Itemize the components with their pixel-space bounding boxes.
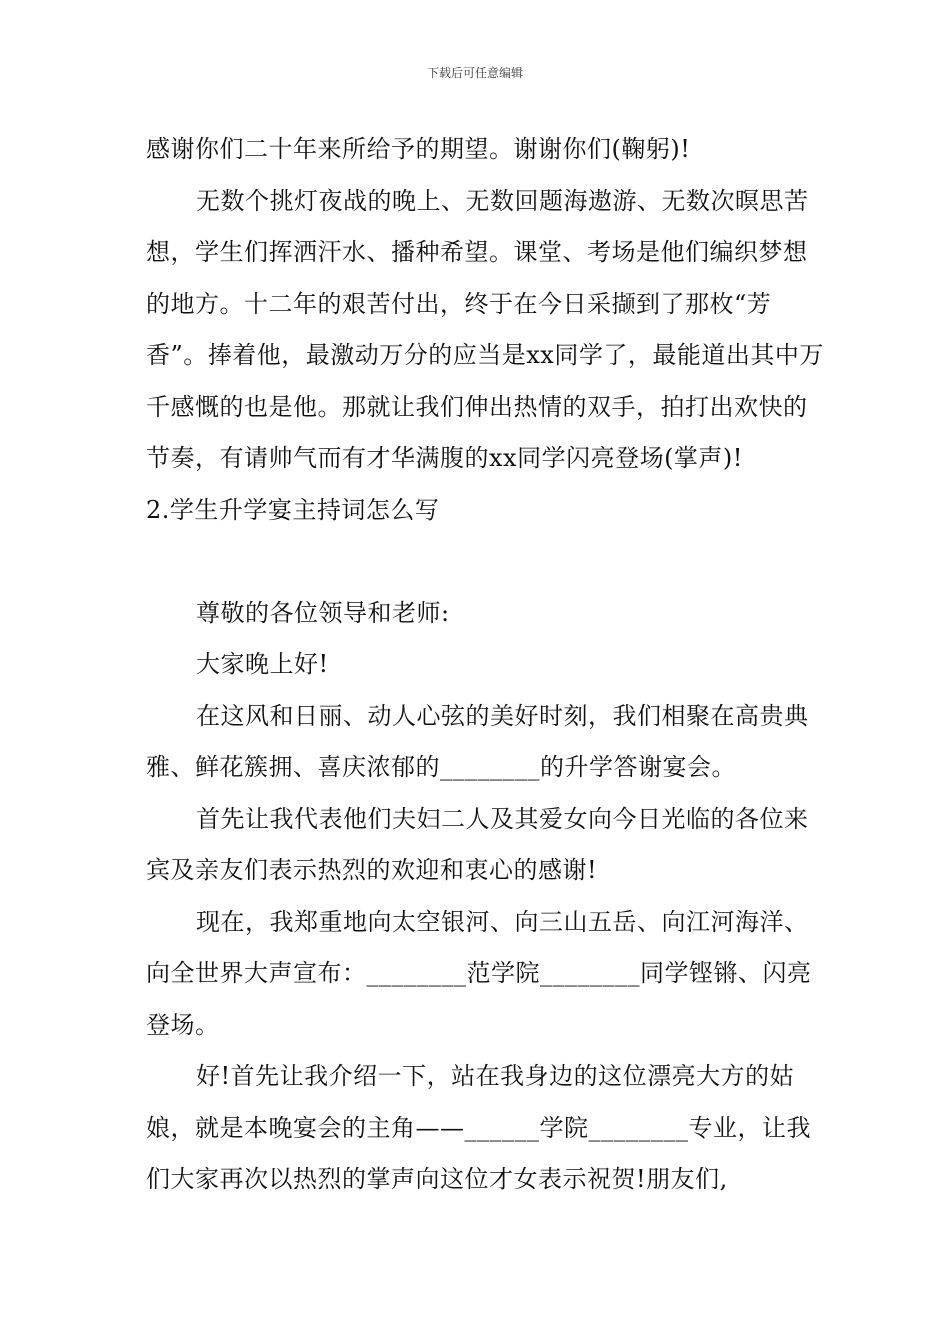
paragraph-welcome: 首先让我代表他们夫妇二人及其爱女向今日光临的各位来宾及亲友们表示热烈的欢迎和衷心的感谢! (146, 804, 809, 884)
page-header: 下载后可任意编辑 (426, 66, 523, 80)
paragraph-salutation: 尊敬的各位领导和老师: (196, 598, 450, 627)
paragraph-announcement: 现在，我郑重地向太空银河、向三山五岳、向江河海洋、向全世界大声宣布：________范学院________同学铿锵、闪亮登场。 (146, 907, 812, 1039)
paragraph-study-years: 无数个挑灯夜战的晚上、无数回题海遨游、无数次暝思苦想，学生们挥洒汗水、播种希望。课堂、考场是他们编织梦想的地方。十二年的艰苦付出，终于在今日采撷到了那枚“芳香”。捧着他，最激动万分的应当是xx同学了，最能道出其中万千感慨的也是他。那就让我们伸出热情的双手，拍打出欢快的节奏，有请帅气而有才华满腹的xx同学闪亮登场(掌声)! (146, 186, 824, 472)
blank-line (146, 536, 826, 588)
paragraph-introduction: 好!首先让我介绍一下，站在我身边的这位漂亮大方的姑娘，就是本晚宴会的主角——______学院________专业，让我们大家再次以热烈的掌声向这位才女表示祝贺!朋友们, (146, 1062, 811, 1193)
document-body (146, 124, 826, 1206)
paragraph-greeting: 大家晚上好! (196, 650, 329, 678)
paragraph-gathering: 在这风和日丽、动人心弦的美好时刻，我们相聚在高贵典雅、鲜花簇拥、喜庆浓郁的________的升学答谢宴会。 (146, 701, 809, 781)
paragraph-thanks: 感谢你们二十年来所给予的期望。谢谢你们(鞠躬)! (146, 135, 691, 163)
section-heading: 2.学生升学宴主持词怎么写 (146, 495, 440, 524)
